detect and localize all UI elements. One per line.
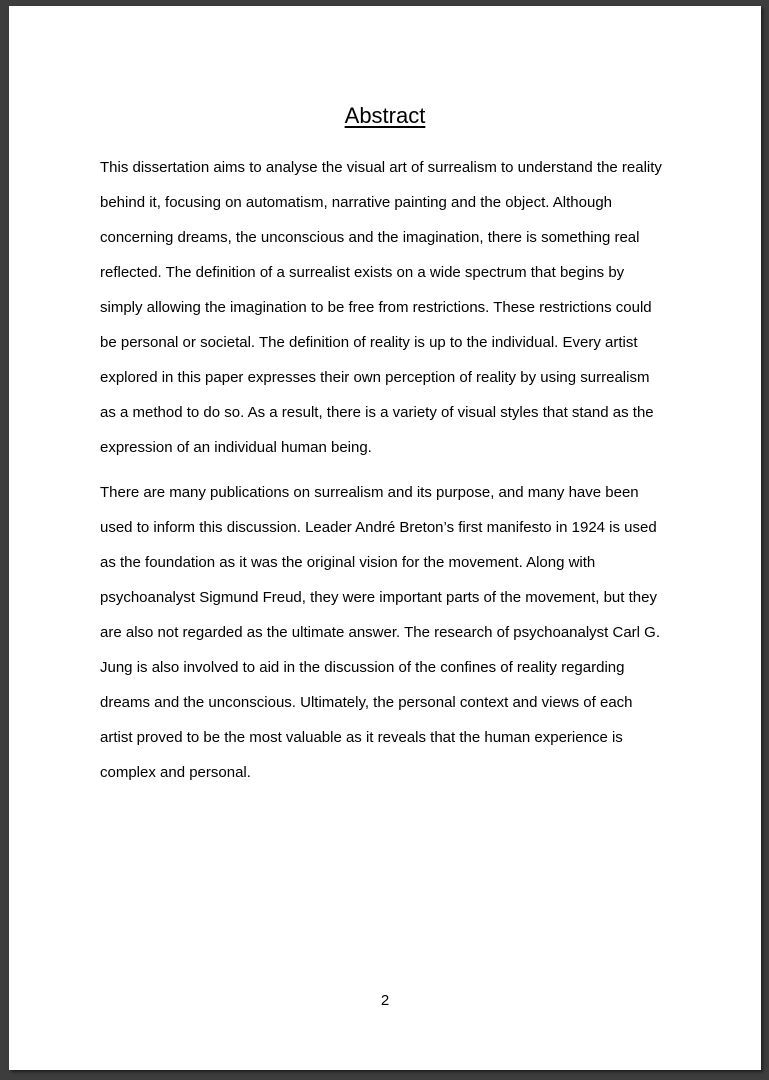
text-line: be personal or societal. The definition of reality is up to the individual. Every artist [100, 334, 638, 351]
text-line: Jung is also involved to aid in the discussion of the confines of reality regarding [100, 659, 625, 676]
text-line: used to inform this discussion. Leader André Breton’s first manifesto in 1924 is used [100, 519, 657, 536]
page-number: 2 [380, 992, 390, 1009]
text-line: This dissertation aims to analyse the visual art of surrealism to understand the reality [100, 159, 662, 176]
text-line: There are many publications on surrealism and its purpose, and many have been [100, 484, 639, 501]
text-line: behind it, focusing on automatism, narrative painting and the object. Although [100, 194, 612, 211]
text-line: artist proved to be the most valuable as it reveals that the human experience is [100, 729, 623, 746]
page-title: Abstract [344, 103, 426, 128]
text-line: psychoanalyst Sigmund Freud, they were important parts of the movement, but they [100, 589, 657, 606]
abstract-paragraph-1 [100, 150, 680, 465]
text-line: expression of an individual human being. [100, 439, 372, 456]
text-line: as a method to do so. As a result, there is a variety of visual styles that stand as the [100, 404, 654, 421]
text-line: are also not regarded as the ultimate answer. The research of psychoanalyst Carl G. [100, 624, 661, 641]
text-line: reflected. The definition of a surrealist exists on a wide spectrum that begins by [100, 264, 625, 281]
document-page [9, 6, 761, 1070]
text-line: as the foundation as it was the original vision for the movement. Along with [100, 554, 596, 571]
text-line: simply allowing the imagination to be free from restrictions. These restrictions could [100, 299, 652, 316]
text-line: complex and personal. [100, 764, 251, 781]
text-line: concerning dreams, the unconscious and the imagination, there is something real [100, 229, 640, 246]
text-line: explored in this paper expresses their own perception of reality by using surrealism [100, 369, 650, 386]
abstract-paragraph-2 [100, 475, 680, 790]
text-line: dreams and the unconscious. Ultimately, the personal context and views of each [100, 694, 633, 711]
